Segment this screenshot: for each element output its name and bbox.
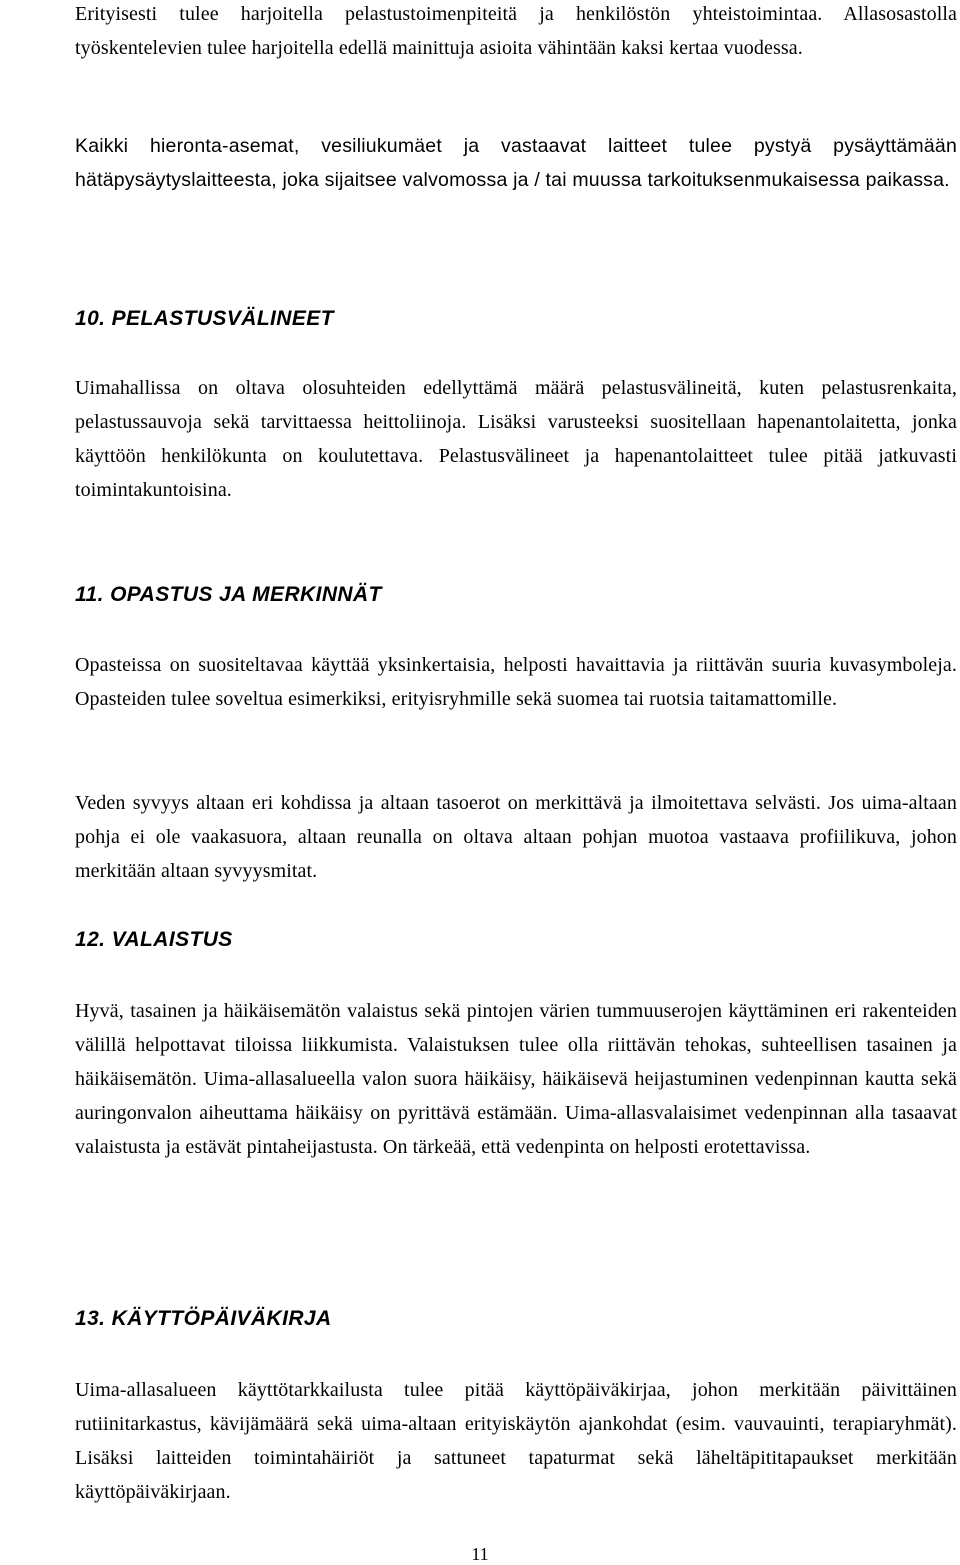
logbook-paragraph: Uima-allasalueen käyttötarkkailusta tulee pitää käyttöpäiväkirjaa, johon merkitään päivittäinen rutiinitarkastus, kävijämäärä sekä uima-altaan erityiskäytön ajankohdat (esim. vauvauinti, terapiaryhmät). Lisäksi laitteiden toimintahäiriöt ja sattuneet tapaturmat sekä läheltäpititapaukset merkitään käyttöpäiväkirjaan. bbox=[75, 1379, 957, 1503]
section-heading-logbook: 13. KÄYTTÖPÄIVÄKIRJA bbox=[75, 1307, 332, 1330]
section-heading-rescue-equipment: 10. PELASTUSVÄLINEET bbox=[75, 307, 334, 330]
page-number: 11 bbox=[471, 1544, 489, 1564]
lighting-paragraph: Hyvä, tasainen ja häikäisemätön valaistus sekä pintojen värien tummuuserojen käyttäminen eri rakenteiden välillä helpottavat tiloissa liikkumista. Valaistuksen tulee olla riittävän tehokas, suhteellisen tasainen ja häikäisemätön. Uima-allasalueella valon suora häikäisy, häikäisevä heijastuminen vedenpinnan kautta sekä auringonvalon aiheuttama häikäisy on pyrittävä estämään. Uima-allasvalaisimet vedenpinnan alla tasaavat valaistusta ja estävät pintaheijastusta. On tärkeää, että vedenpinta on helposti erotettavissa. bbox=[75, 1000, 957, 1158]
depth-marking-paragraph: Veden syvyys altaan eri kohdissa ja altaan tasoerot on merkittävä ja ilmoitettava selvästi. Jos uima-altaan pohja ei ole vaakasuora, altaan reunalla on oltava altaan pohjan muotoa vastaava profiilikuva, johon merkitään altaan syvyysmitat. bbox=[75, 792, 957, 882]
section-heading-lighting: 12. VALAISTUS bbox=[75, 928, 233, 951]
intro-paragraph: Erityisesti tulee harjoitella pelastustoimenpiteitä ja henkilöstön yhteistoimintaa. Allasosastolla työskentelevien tulee harjoitella edellä mainittuja asioita vähintään kaksi kertaa vuodessa. bbox=[75, 3, 957, 59]
signage-paragraph: Opasteissa on suositeltavaa käyttää yksinkertaisia, helposti havaittavia ja riittävän suuria kuvasymboleja. Opasteiden tulee soveltua esimerkiksi, erityisryhmille sekä suomea tai ruotsia taitamattomille. bbox=[75, 654, 957, 710]
emergency-stop-paragraph: Kaikki hieronta-asemat, vesiliukumäet ja vastaavat laitteet tulee pystyä pysäyttämään hätäpysäytyslaitteesta, joka sijaitsee valvomossa ja / tai muussa tarkoituksenmukaisessa paikassa. bbox=[75, 135, 957, 191]
rescue-equipment-paragraph: Uimahallissa on oltava olosuhteiden edellyttämä määrä pelastusvälineitä, kuten pelastusrenkaita, pelastussauvoja sekä tarvittaessa heittoliinoja. Lisäksi varusteeksi suositellaan hapenantolaitetta, jonka käyttöön henkilökunta on koulutettava. Pelastusvälineet ja hapenantolaitteet tulee pitää jatkuvasti toimintakuntoisina. bbox=[75, 377, 957, 501]
section-heading-signage: 11. OPASTUS JA MERKINNÄT bbox=[75, 583, 382, 606]
